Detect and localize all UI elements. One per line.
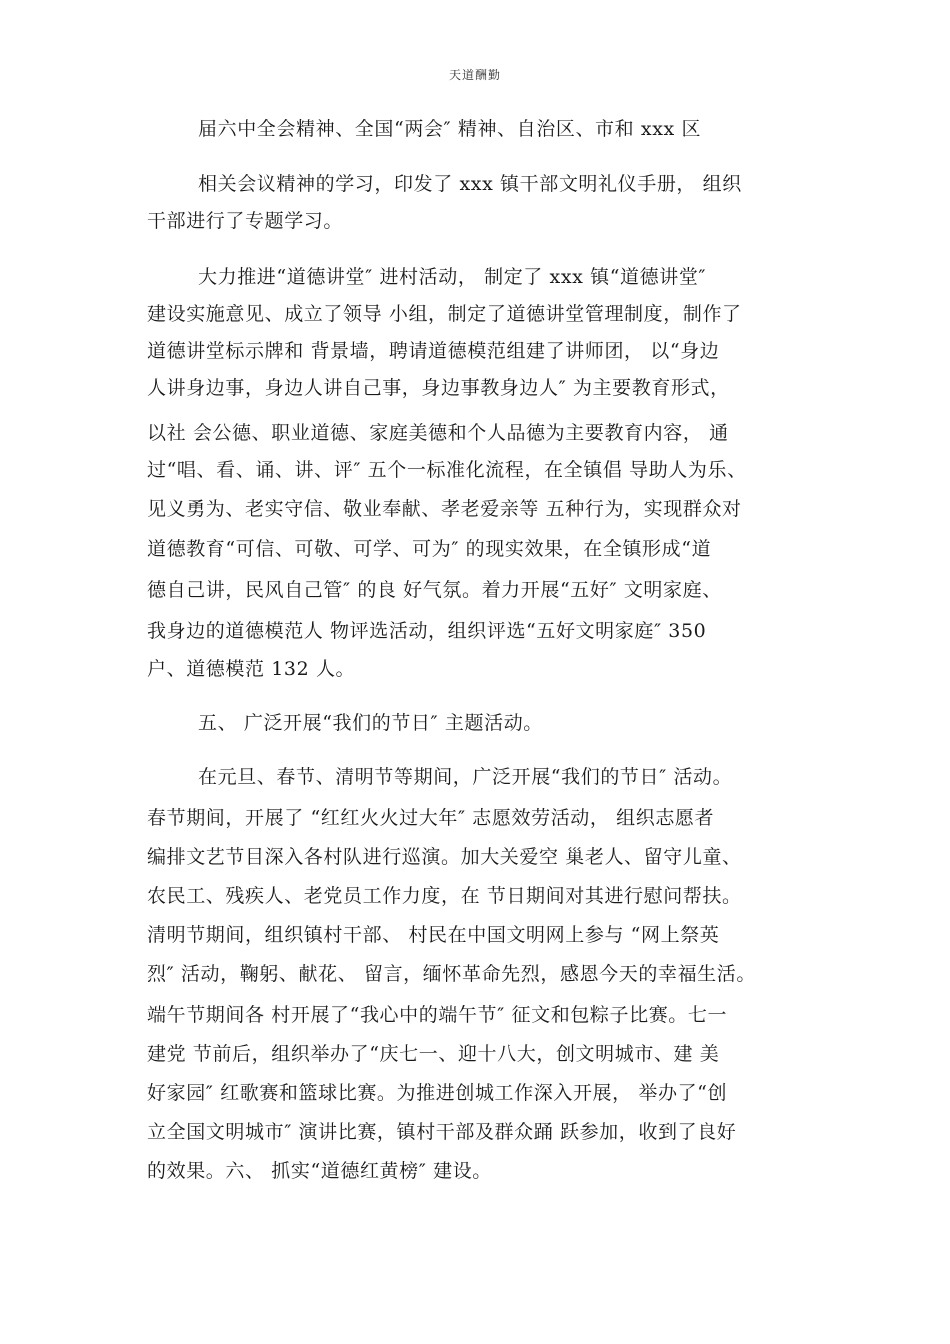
text-line: 建党 节前后，组织举办了“庆七一、迎十八大，创文明城市、建 美 (147, 1043, 720, 1065)
text-line: 烈″ 活动，鞠躬、献花、 留言，缅怀革命先烈，感恩今天的幸福生活。 (147, 963, 756, 985)
text-line: 我身边的道德模范人 物评选活动，组织评选“五好文明家庭″ 350 (147, 620, 707, 642)
text-line: 相关会议精神的学习，印发了 xxx 镇干部文明礼仪手册， 组织 (198, 173, 742, 195)
text-line: 道德教育“可信、可敬、可学、可为″ 的现实效果，在全镇形成“道 (147, 538, 712, 560)
text-line: 人讲身边事，身边人讲自己事，身边事教身边人″ 为主要教育形式， (147, 377, 730, 399)
text-line: 的效果。六、 抓实“道德红黄榜″ 建设。 (147, 1160, 492, 1182)
page-header: 天道酬勤 (448, 68, 501, 82)
text-line: 清明节期间，组织镇村干部、 村民在中国文明网上参与 “网上祭英 (147, 924, 720, 946)
text-line: 建设实施意见、成立了领导 小组，制定了道德讲堂管理制度，制作了 (147, 303, 742, 325)
text-line: 道德讲堂标示牌和 背景墙，聘请道德模范组建了讲师团， 以“身边 (147, 340, 720, 362)
text-line: 大力推进“道德讲堂″ 进村活动， 制定了 xxx 镇“道德讲堂″ (198, 266, 707, 288)
text-line: 德自己讲，民风自己管″ 的良 好气氛。着力开展“五好″ 文明家庭、 (147, 579, 722, 601)
text-line: 端午节期间各 村开展了“我心中的端午节″ 征文和包粽子比赛。七一 (147, 1004, 728, 1026)
text-line: 届六中全会精神、全国“两会″ 精神、自治区、市和 xxx 区 (198, 118, 702, 140)
text-line: 春节期间，开展了 “红红火火过大年″ 志愿效劳活动， 组织志愿者 (147, 807, 715, 829)
text-line: 好家园″ 红歌赛和篮球比赛。为推进创城工作深入开展， 举办了“创 (147, 1082, 728, 1104)
text-line: 以社 会公德、职业道德、家庭美德和个人品德为主要教育内容， 通 (147, 422, 729, 444)
text-line: 立全国文明城市″ 演讲比赛，镇村干部及群众踊 跃参加，收到了良好 (147, 1121, 737, 1143)
text-line: 干部进行了专题学习。 (147, 210, 344, 232)
text-line: 编排文艺节目深入各村队进行巡演。加大关爱空 巢老人、留守儿童、 (147, 846, 742, 868)
text-line: 见义勇为、老实守信、敬业奉献、孝老爱亲等 五种行为，实现群众对 (147, 498, 742, 520)
text-line: 户、道德模范 132 人。 (147, 658, 356, 680)
text-line: 农民工、残疾人、老党员工作力度，在 节日期间对其进行慰问帮扶。 (147, 885, 742, 907)
text-line: 在元旦、春节、清明节等期间，广泛开展“我们的节日″ 活动。 (198, 766, 733, 788)
text-line: 过“唱、看、诵、讲、评″ 五个一标准化流程，在全镇倡 导助人为乐、 (147, 459, 747, 481)
section-heading: 五、 广泛开展“我们的节日″ 主题活动。 (198, 712, 543, 734)
